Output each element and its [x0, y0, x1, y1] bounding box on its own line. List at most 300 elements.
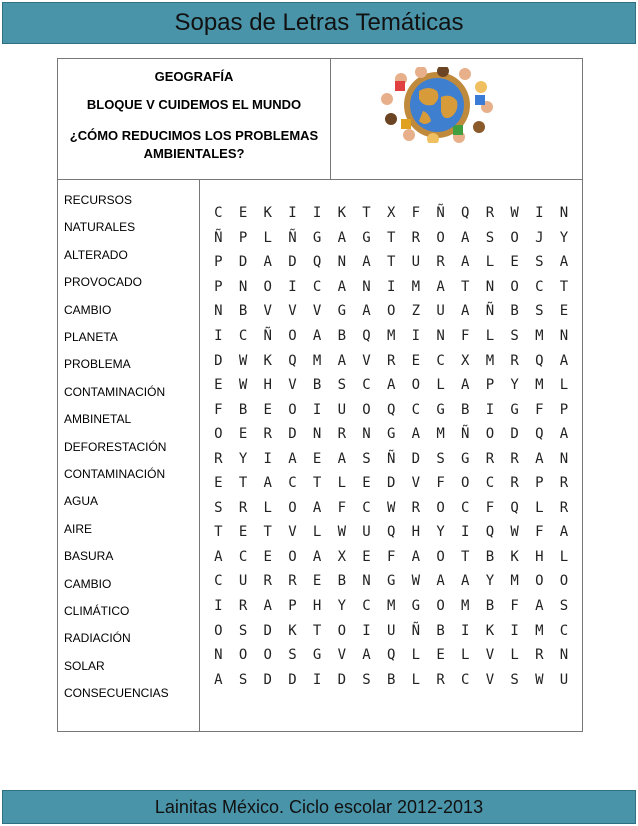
grid-letter[interactable]: R	[510, 450, 519, 467]
grid-letter[interactable]: G	[362, 229, 371, 246]
grid-letter[interactable]: K	[263, 205, 272, 222]
grid-letter[interactable]: O	[214, 426, 223, 443]
grid-letter[interactable]: A	[312, 328, 322, 344]
grid-letter[interactable]: W	[337, 524, 346, 541]
grid-letter[interactable]: Q	[485, 524, 495, 541]
grid-letter[interactable]: V	[288, 303, 297, 320]
grid-letter[interactable]: E	[411, 352, 421, 369]
grid-letter[interactable]: R	[238, 598, 248, 615]
grid-letter[interactable]: I	[214, 328, 223, 344]
grid-letter[interactable]: M	[461, 598, 470, 615]
grid-letter[interactable]: G	[461, 450, 470, 467]
grid-letter[interactable]: B	[510, 303, 519, 320]
grid-letter[interactable]: W	[510, 524, 519, 541]
grid-letter[interactable]: V	[411, 475, 421, 492]
grid-letter[interactable]: G	[386, 573, 396, 590]
grid-letter[interactable]: F	[461, 328, 470, 344]
grid-letter[interactable]: D	[238, 254, 248, 271]
grid-letter[interactable]: V	[288, 524, 297, 541]
grid-letter[interactable]: R	[559, 475, 569, 492]
grid-letter[interactable]: Y	[510, 377, 519, 394]
grid-letter[interactable]: F	[485, 499, 495, 516]
grid-letter[interactable]: O	[288, 499, 297, 516]
grid-letter[interactable]: A	[312, 548, 322, 565]
grid-letter[interactable]: L	[263, 229, 272, 246]
grid-letter[interactable]: R	[288, 573, 297, 590]
grid-letter[interactable]: Q	[535, 352, 544, 369]
grid-letter[interactable]: T	[386, 254, 396, 271]
grid-letter[interactable]: Q	[461, 205, 470, 222]
grid-letter[interactable]: C	[436, 352, 445, 369]
grid-letter[interactable]: E	[312, 573, 322, 590]
grid-letter[interactable]: Y	[436, 524, 445, 541]
grid-letter[interactable]: L	[485, 254, 495, 271]
grid-letter[interactable]: N	[559, 647, 569, 664]
grid-letter[interactable]: S	[238, 671, 248, 688]
grid-letter[interactable]: N	[559, 450, 569, 467]
grid-letter[interactable]: O	[510, 278, 519, 295]
grid-letter[interactable]: D	[263, 622, 272, 639]
grid-letter[interactable]: Q	[288, 352, 297, 369]
grid-letter[interactable]: A	[559, 254, 569, 271]
grid-letter[interactable]: B	[238, 303, 248, 320]
grid-letter[interactable]: E	[238, 524, 248, 541]
grid-letter[interactable]: M	[411, 278, 421, 295]
grid-letter[interactable]: R	[485, 205, 495, 222]
grid-letter[interactable]: T	[214, 524, 223, 541]
grid-letter[interactable]: A	[386, 377, 396, 394]
grid-letter[interactable]: O	[510, 229, 519, 246]
grid-letter[interactable]: L	[411, 647, 421, 664]
grid-letter[interactable]: M	[386, 328, 396, 344]
grid-letter[interactable]: N	[362, 573, 371, 590]
grid-letter[interactable]: C	[288, 475, 297, 492]
grid-letter[interactable]: C	[214, 573, 223, 590]
grid-letter[interactable]: A	[288, 450, 297, 467]
grid-letter[interactable]: B	[238, 401, 248, 418]
grid-letter[interactable]: Q	[386, 401, 396, 418]
grid-letter[interactable]: Q	[386, 647, 396, 664]
grid-letter[interactable]: T	[362, 205, 371, 222]
grid-letter[interactable]: E	[510, 254, 519, 271]
grid-letter[interactable]: V	[288, 377, 297, 394]
grid-letter[interactable]: X	[386, 205, 396, 222]
grid-letter[interactable]: M	[312, 352, 322, 369]
grid-letter[interactable]: R	[263, 573, 272, 590]
grid-letter[interactable]: M	[535, 328, 544, 344]
grid-letter[interactable]: O	[386, 303, 396, 320]
grid-letter[interactable]: I	[288, 278, 297, 295]
grid-letter[interactable]: E	[263, 401, 272, 418]
grid-letter[interactable]: A	[436, 278, 445, 295]
grid-letter[interactable]: A	[214, 671, 223, 688]
grid-letter[interactable]: B	[337, 573, 346, 590]
grid-letter[interactable]: A	[559, 524, 569, 541]
grid-letter[interactable]: L	[411, 671, 421, 688]
grid-letter[interactable]: A	[461, 573, 470, 590]
grid-letter[interactable]: E	[559, 303, 569, 320]
grid-letter[interactable]: Q	[535, 426, 544, 443]
grid-letter[interactable]: F	[386, 548, 396, 565]
grid-letter[interactable]: W	[386, 499, 396, 516]
grid-letter[interactable]: G	[337, 303, 346, 320]
grid-letter[interactable]: R	[535, 647, 544, 664]
grid-letter[interactable]: T	[238, 475, 248, 492]
grid-letter[interactable]: C	[238, 548, 248, 565]
grid-letter[interactable]: A	[461, 254, 470, 271]
grid-letter[interactable]: D	[337, 671, 346, 688]
grid-letter[interactable]: O	[214, 622, 223, 639]
grid-letter[interactable]: I	[288, 205, 297, 222]
grid-letter[interactable]: L	[436, 377, 445, 394]
grid-letter[interactable]: A	[263, 475, 272, 492]
grid-letter[interactable]: O	[436, 229, 445, 246]
grid-letter[interactable]: F	[411, 205, 421, 222]
grid-letter[interactable]: I	[485, 401, 495, 418]
grid-letter[interactable]: B	[337, 328, 346, 344]
grid-letter[interactable]: A	[362, 647, 371, 664]
grid-letter[interactable]: E	[312, 450, 322, 467]
grid-letter[interactable]: I	[312, 401, 322, 418]
grid-letter[interactable]: A	[411, 548, 421, 565]
grid-letter[interactable]: Ñ	[263, 328, 272, 344]
grid-letter[interactable]: D	[386, 475, 396, 492]
grid-letter[interactable]: K	[263, 352, 272, 369]
grid-letter[interactable]: Ñ	[461, 426, 470, 443]
grid-letter[interactable]: R	[411, 499, 421, 516]
grid-letter[interactable]: U	[386, 622, 396, 639]
grid-letter[interactable]: D	[510, 426, 519, 443]
grid-letter[interactable]: O	[485, 426, 495, 443]
grid-letter[interactable]: W	[238, 352, 248, 369]
grid-letter[interactable]: W	[411, 573, 421, 590]
grid-letter[interactable]: I	[362, 622, 371, 639]
grid-letter[interactable]: R	[436, 671, 445, 688]
grid-letter[interactable]: O	[288, 548, 297, 565]
grid-letter[interactable]: D	[288, 671, 297, 688]
grid-letter[interactable]: S	[288, 647, 297, 664]
grid-letter[interactable]: G	[312, 647, 322, 664]
grid-letter[interactable]: L	[337, 475, 346, 492]
grid-letter[interactable]: A	[362, 254, 371, 271]
grid-letter[interactable]: C	[411, 401, 421, 418]
grid-letter[interactable]: E	[238, 426, 248, 443]
grid-letter[interactable]: P	[535, 475, 544, 492]
grid-letter[interactable]: G	[386, 426, 396, 443]
grid-letter[interactable]: K	[485, 622, 495, 639]
grid-letter[interactable]: U	[238, 573, 248, 590]
grid-letter[interactable]: V	[362, 352, 371, 369]
grid-letter[interactable]: M	[535, 377, 544, 394]
grid-letter[interactable]: F	[436, 475, 445, 492]
grid-letter[interactable]: V	[263, 303, 272, 320]
grid-letter[interactable]: I	[461, 524, 470, 541]
grid-letter[interactable]: B	[436, 622, 445, 639]
grid-letter[interactable]: D	[214, 352, 223, 369]
grid-letter[interactable]: S	[485, 229, 495, 246]
grid-letter[interactable]: U	[337, 401, 346, 418]
grid-letter[interactable]: T	[312, 475, 322, 492]
grid-letter[interactable]: S	[362, 450, 371, 467]
grid-letter[interactable]: E	[362, 548, 371, 565]
grid-letter[interactable]: C	[461, 499, 470, 516]
grid-letter[interactable]: A	[337, 278, 346, 295]
grid-letter[interactable]: C	[312, 278, 322, 295]
grid-letter[interactable]: S	[559, 598, 569, 615]
grid-letter[interactable]: I	[263, 450, 272, 467]
grid-letter[interactable]: V	[337, 647, 346, 664]
grid-letter[interactable]: E	[263, 548, 272, 565]
grid-letter[interactable]: N	[362, 426, 371, 443]
grid-letter[interactable]: N	[436, 328, 445, 344]
grid-letter[interactable]: A	[436, 573, 445, 590]
grid-letter[interactable]: T	[461, 548, 470, 565]
grid-letter[interactable]: E	[214, 377, 223, 394]
grid-letter[interactable]: F	[535, 524, 544, 541]
grid-letter[interactable]: Y	[337, 598, 346, 615]
grid-letter[interactable]: R	[510, 475, 519, 492]
grid-letter[interactable]: U	[411, 254, 421, 271]
grid-letter[interactable]: O	[263, 278, 272, 295]
grid-letter[interactable]: N	[559, 205, 569, 222]
grid-letter[interactable]: P	[485, 377, 495, 394]
grid-letter[interactable]: I	[312, 671, 322, 688]
grid-letter[interactable]: F	[510, 598, 519, 615]
grid-letter[interactable]: S	[510, 671, 519, 688]
grid-letter[interactable]: A	[535, 450, 544, 467]
grid-letter[interactable]: I	[312, 205, 322, 222]
grid-letter[interactable]: V	[312, 303, 322, 320]
grid-letter[interactable]: O	[337, 622, 346, 639]
grid-letter[interactable]: Ñ	[288, 229, 297, 246]
grid-letter[interactable]: S	[238, 622, 248, 639]
grid-letter[interactable]: E	[238, 205, 248, 222]
grid-letter[interactable]: U	[362, 524, 371, 541]
grid-letter[interactable]: Z	[411, 303, 421, 320]
grid-letter[interactable]: L	[559, 377, 569, 394]
grid-letter[interactable]: G	[411, 598, 421, 615]
grid-letter[interactable]: R	[436, 254, 445, 271]
grid-letter[interactable]: T	[386, 229, 396, 246]
grid-letter[interactable]: O	[559, 573, 569, 590]
grid-letter[interactable]: H	[263, 377, 272, 394]
grid-letter[interactable]: G	[436, 401, 445, 418]
grid-letter[interactable]: V	[485, 647, 495, 664]
grid-letter[interactable]: E	[436, 647, 445, 664]
grid-letter[interactable]: Ñ	[436, 205, 445, 222]
grid-letter[interactable]: L	[510, 647, 519, 664]
grid-letter[interactable]: T	[312, 622, 322, 639]
grid-letter[interactable]: K	[288, 622, 297, 639]
grid-letter[interactable]: S	[535, 303, 544, 320]
grid-letter[interactable]: N	[238, 278, 248, 295]
grid-letter[interactable]: C	[485, 475, 495, 492]
grid-letter[interactable]: P	[288, 598, 297, 615]
grid-letter[interactable]: N	[559, 328, 569, 344]
grid-letter[interactable]: I	[386, 278, 396, 295]
grid-letter[interactable]: I	[535, 205, 544, 222]
grid-letter[interactable]: A	[559, 426, 569, 443]
grid-letter[interactable]: O	[436, 598, 445, 615]
grid-letter[interactable]: S	[362, 671, 371, 688]
grid-letter[interactable]: L	[312, 524, 322, 541]
grid-letter[interactable]: X	[461, 352, 470, 369]
grid-letter[interactable]: L	[263, 499, 272, 516]
grid-letter[interactable]: N	[312, 426, 322, 443]
grid-letter[interactable]: O	[436, 499, 445, 516]
grid-letter[interactable]: E	[214, 475, 223, 492]
grid-letter[interactable]: L	[559, 548, 569, 565]
grid-letter[interactable]: B	[461, 401, 470, 418]
grid-letter[interactable]: N	[485, 278, 495, 295]
grid-letter[interactable]: A	[362, 303, 371, 320]
grid-letter[interactable]: O	[238, 647, 248, 664]
grid-letter[interactable]: O	[535, 573, 544, 590]
grid-letter[interactable]: O	[411, 377, 421, 394]
grid-letter[interactable]: A	[461, 229, 470, 246]
grid-letter[interactable]: Ñ	[386, 450, 396, 467]
grid-letter[interactable]: O	[288, 328, 297, 344]
grid-letter[interactable]: G	[510, 401, 519, 418]
grid-letter[interactable]: C	[362, 499, 371, 516]
grid-letter[interactable]: A	[411, 426, 421, 443]
grid-letter[interactable]: H	[312, 598, 322, 615]
grid-letter[interactable]: B	[485, 548, 495, 565]
grid-letter[interactable]: O	[288, 401, 297, 418]
grid-letter[interactable]: O	[461, 475, 470, 492]
grid-letter[interactable]: H	[535, 548, 544, 565]
grid-letter[interactable]: D	[263, 671, 272, 688]
grid-letter[interactable]: K	[337, 205, 346, 222]
grid-letter[interactable]: F	[337, 499, 346, 516]
grid-letter[interactable]: M	[436, 426, 445, 443]
grid-letter[interactable]: B	[485, 598, 495, 615]
grid-letter[interactable]: A	[461, 377, 470, 394]
grid-letter[interactable]: C	[362, 598, 371, 615]
grid-letter[interactable]: D	[411, 450, 421, 467]
grid-letter[interactable]: C	[559, 622, 569, 639]
grid-letter[interactable]: D	[288, 254, 297, 271]
grid-letter[interactable]: T	[559, 278, 569, 295]
grid-letter[interactable]: A	[337, 229, 346, 246]
grid-letter[interactable]: T	[263, 524, 272, 541]
grid-letter[interactable]: N	[362, 278, 371, 295]
grid-letter[interactable]: R	[263, 426, 272, 443]
grid-letter[interactable]: S	[214, 499, 223, 516]
grid-letter[interactable]: N	[214, 303, 223, 320]
grid-letter[interactable]: A	[559, 352, 569, 369]
grid-letter[interactable]: R	[337, 426, 346, 443]
grid-letter[interactable]: Q	[362, 328, 371, 344]
grid-letter[interactable]: M	[535, 622, 544, 639]
grid-letter[interactable]: I	[214, 598, 223, 615]
grid-letter[interactable]: Q	[312, 254, 322, 271]
grid-letter[interactable]: E	[362, 475, 371, 492]
grid-letter[interactable]: R	[214, 450, 223, 467]
grid-letter[interactable]: M	[386, 598, 396, 615]
grid-letter[interactable]: S	[535, 254, 544, 271]
grid-letter[interactable]: B	[386, 671, 396, 688]
grid-letter[interactable]: Ñ	[214, 229, 223, 246]
grid-letter[interactable]: F	[214, 401, 223, 418]
grid-letter[interactable]: W	[535, 671, 544, 688]
grid-letter[interactable]: Y	[238, 450, 248, 467]
grid-letter[interactable]: C	[362, 377, 371, 394]
grid-letter[interactable]: K	[510, 548, 519, 565]
grid-letter[interactable]: Ñ	[485, 303, 495, 320]
grid-letter[interactable]: T	[461, 278, 470, 295]
grid-letter[interactable]: F	[535, 401, 544, 418]
grid-letter[interactable]: A	[214, 548, 223, 565]
grid-letter[interactable]: S	[436, 450, 445, 467]
grid-letter[interactable]: Q	[510, 499, 519, 516]
grid-letter[interactable]: R	[386, 352, 396, 369]
grid-letter[interactable]: J	[535, 229, 544, 246]
grid-letter[interactable]: P	[214, 254, 223, 271]
grid-letter[interactable]: O	[362, 401, 371, 418]
grid-letter[interactable]: A	[461, 303, 470, 320]
grid-letter[interactable]: H	[411, 524, 421, 541]
grid-letter[interactable]: R	[238, 499, 248, 516]
grid-letter[interactable]: S	[510, 328, 519, 344]
grid-letter[interactable]: D	[288, 426, 297, 443]
grid-letter[interactable]: P	[214, 278, 223, 295]
grid-letter[interactable]: C	[535, 278, 544, 295]
grid-letter[interactable]: X	[337, 548, 346, 565]
grid-letter[interactable]: O	[436, 548, 445, 565]
grid-letter[interactable]: C	[214, 205, 223, 222]
grid-letter[interactable]: I	[510, 622, 519, 639]
grid-letter[interactable]: G	[312, 229, 322, 246]
grid-letter[interactable]: A	[535, 598, 544, 615]
grid-letter[interactable]: R	[559, 499, 569, 516]
grid-letter[interactable]: W	[510, 205, 519, 222]
grid-letter[interactable]: M	[510, 573, 519, 590]
grid-letter[interactable]: L	[485, 328, 495, 344]
grid-letter[interactable]: P	[238, 229, 248, 246]
grid-letter[interactable]: A	[337, 450, 346, 467]
grid-letter[interactable]: C	[461, 671, 470, 688]
grid-letter[interactable]: N	[214, 647, 223, 664]
grid-letter[interactable]: Y	[559, 229, 569, 246]
grid-letter[interactable]: R	[411, 229, 421, 246]
grid-letter[interactable]: I	[461, 622, 470, 639]
grid-letter[interactable]: C	[238, 328, 248, 344]
grid-letter[interactable]: Y	[485, 573, 495, 590]
grid-letter[interactable]: Ñ	[411, 622, 421, 639]
grid-letter[interactable]: U	[436, 303, 445, 320]
grid-letter[interactable]: I	[411, 328, 421, 344]
grid-letter[interactable]: A	[263, 598, 272, 615]
grid-letter[interactable]: A	[337, 352, 346, 369]
grid-letter[interactable]: Q	[386, 524, 396, 541]
grid-letter[interactable]: B	[312, 377, 322, 394]
grid-letter[interactable]: R	[510, 352, 519, 369]
grid-letter[interactable]: S	[337, 377, 346, 394]
grid-letter[interactable]: A	[263, 254, 272, 271]
grid-letter[interactable]: P	[559, 401, 569, 418]
grid-letter[interactable]: U	[559, 671, 569, 688]
grid-letter[interactable]: O	[263, 647, 272, 664]
grid-letter[interactable]: N	[337, 254, 346, 271]
grid-letter[interactable]: V	[485, 671, 495, 688]
grid-letter[interactable]: W	[238, 377, 248, 394]
grid-letter[interactable]: M	[485, 352, 495, 369]
grid-letter[interactable]: L	[535, 499, 544, 516]
grid-letter[interactable]: A	[312, 499, 322, 516]
grid-letter[interactable]: L	[461, 647, 470, 664]
grid-letter[interactable]: R	[485, 450, 495, 467]
